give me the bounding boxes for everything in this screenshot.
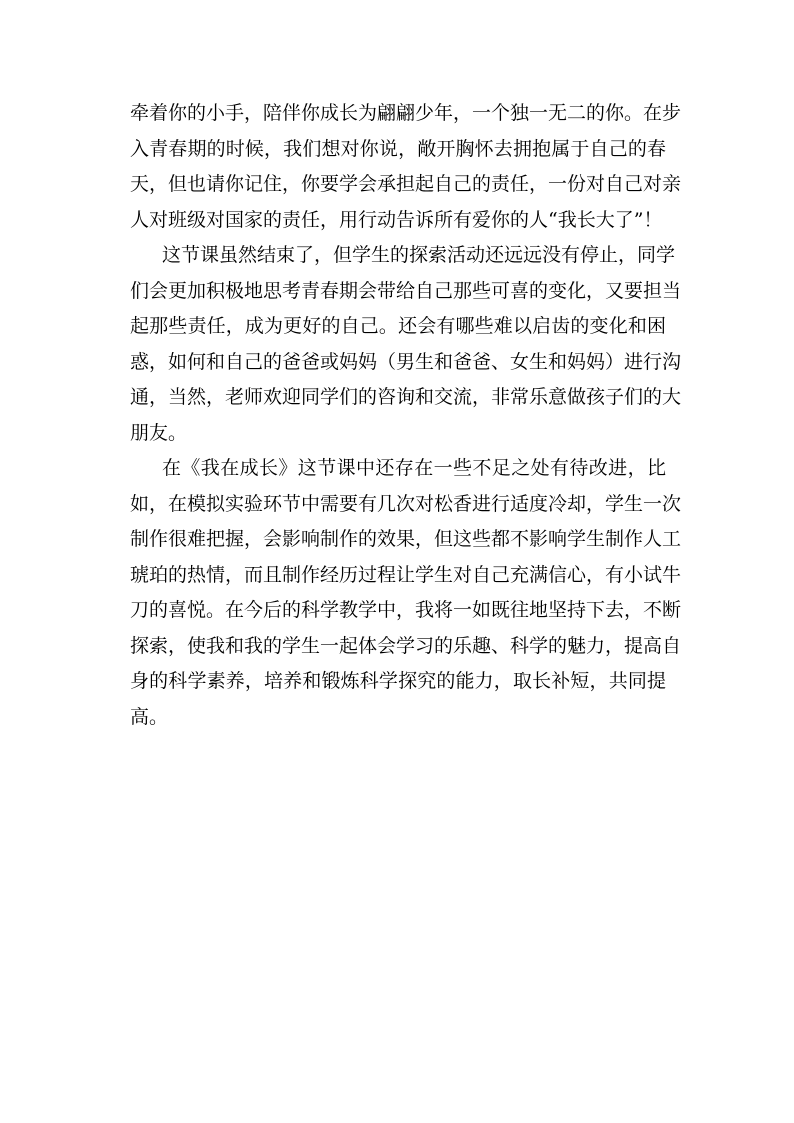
- paragraph-2: [130, 238, 682, 451]
- paragraph-3: [130, 451, 682, 735]
- body-text: [130, 96, 682, 735]
- paragraph-1: [130, 96, 682, 238]
- text-line: 牵着你的小手，陪伴你成长为翩翩少年，一个独一无二的你。在步: [130, 102, 682, 124]
- text-line: 人对班级对国家的责任，用行动告诉所有爱你的人“我长大了”！: [130, 208, 663, 231]
- text-line: 通，当然，老师欢迎同学们的咨询和交流，非常乐意做孩子们的大: [130, 386, 682, 408]
- text-line: 朋友。: [130, 421, 188, 444]
- text-line: 这节课虽然结束了，但学生的探索活动还远远没有停止，同学: [162, 244, 676, 266]
- text-line: 们会更加积极地思考青春期会带给自己那些可喜的变化，又要担当: [130, 279, 682, 302]
- text-line: 高。: [130, 705, 169, 728]
- text-line: 在《我在成长》这节课中还存在一些不足之处有待改进，比: [162, 457, 666, 479]
- text-line: 天，但也请你记住，你要学会承担起自己的责任，一份对自己对亲: [130, 173, 682, 195]
- text-line: 入青春期的时候，我们想对你说，敞开胸怀去拥抱属于自己的春: [130, 137, 666, 160]
- text-line: 身的科学素养，培养和锻炼科学探究的能力，取长补短，共同提: [130, 670, 666, 692]
- text-line: 起那些责任，成为更好的自己。还会有哪些难以启齿的变化和困: [130, 315, 666, 337]
- text-line: 惑，如何和自己的爸爸或妈妈（男生和爸爸、女生和妈妈）进行沟: [130, 350, 682, 373]
- text-line: 刀的喜悦。在今后的科学教学中，我将一如既往地坚持下去，不断: [130, 599, 682, 621]
- text-line: 琥珀的热情，而且制作经历过程让学生对自己充满信心，有小试牛: [130, 563, 682, 586]
- text-line: 如，在模拟实验环节中需要有几次对松香进行适度冷却，学生一次: [130, 492, 682, 515]
- text-line: 制作很难把握，会影响制作的效果，但这些都不影响学生制作人工: [130, 528, 682, 550]
- text-line: 探索，使我和我的学生一起体会学习的乐趣、科学的魅力，提高自: [130, 634, 682, 657]
